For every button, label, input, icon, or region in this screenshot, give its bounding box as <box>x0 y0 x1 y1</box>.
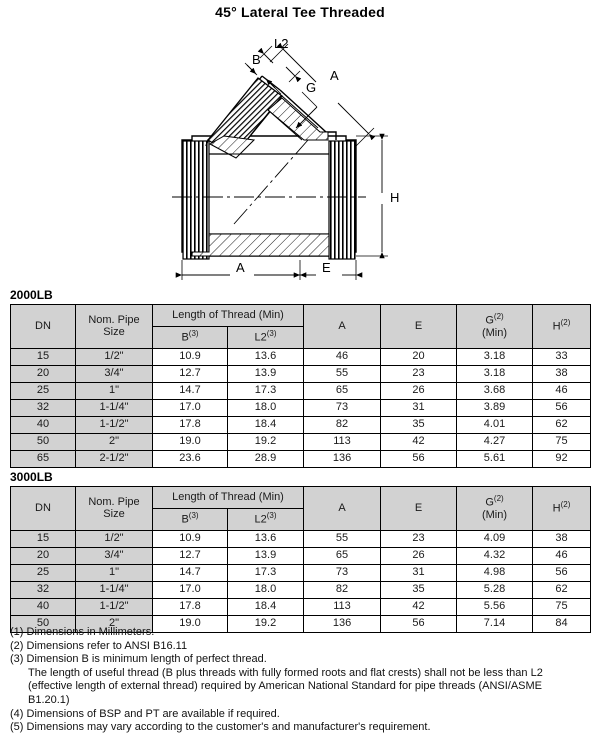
cell-e: 42 <box>381 434 457 451</box>
cell-size: 1-1/2" <box>76 599 153 616</box>
dim-label-e: E <box>322 260 331 275</box>
table-body-3000lb <box>11 531 591 633</box>
cell-e: 26 <box>381 383 457 400</box>
cell-a: 73 <box>304 565 381 582</box>
cell-dn: 25 <box>11 565 76 582</box>
cell-b: 23.6 <box>153 451 228 468</box>
cell-dn: 20 <box>11 366 76 383</box>
cell-h: 62 <box>533 417 591 434</box>
footnote-1: (1) Dimensions in Millimeters. <box>10 626 155 638</box>
cell-size: 3/4" <box>76 548 153 565</box>
footnote-4: (4) Dimensions of BSP and PT are available if required. <box>10 707 280 720</box>
footnote-3-cont-b: (effective length of external thread) required by American National Standard for pipe threads (ANSI/ASME <box>28 680 543 693</box>
cell-dn: 40 <box>11 417 76 434</box>
col-header-dn: DN <box>11 487 76 531</box>
cell-a: 65 <box>304 383 381 400</box>
table-row <box>11 349 591 366</box>
cell-l2: 19.2 <box>228 616 304 633</box>
cell-size: 1-1/4" <box>76 400 153 417</box>
col-header-l2 <box>228 327 304 349</box>
col-header-nom-pipe-size-line2: Size <box>103 507 125 520</box>
col-header-b-letter: B <box>181 513 189 526</box>
cell-l2: 13.9 <box>228 548 304 565</box>
cell-size: 1-1/4" <box>76 582 153 599</box>
col-header-nom-pipe-size-line1: Nom. Pipe <box>88 313 140 326</box>
cell-h: 75 <box>533 599 591 616</box>
col-header-length-of-thread: Length of Thread (Min) <box>153 487 304 509</box>
cell-size: 1/2" <box>76 349 153 366</box>
cell-b: 19.0 <box>153 616 228 633</box>
col-header-dn: DN <box>11 305 76 349</box>
cell-dn: 15 <box>11 531 76 548</box>
table-section-3000lb <box>0 470 600 633</box>
col-header-nom-pipe-size <box>76 487 153 531</box>
cell-l2: 28.9 <box>228 451 304 468</box>
cell-b: 10.9 <box>153 349 228 366</box>
table-header-row-top <box>11 305 591 327</box>
cell-g: 4.98 <box>457 565 533 582</box>
dim-label-g: G <box>306 80 317 95</box>
footnote-5: (5) Dimensions may vary according to the customer's and manufacturer's requirement. <box>10 721 431 734</box>
cell-dn: 40 <box>11 599 76 616</box>
cell-e: 31 <box>381 400 457 417</box>
table-label-2000lb: 2000LB <box>10 288 53 302</box>
footnote-3-cont-c: B1.20.1) <box>28 693 70 706</box>
dimensions-table-3000lb <box>10 486 591 633</box>
cell-a: 55 <box>304 531 381 548</box>
cell-size: 1/2" <box>76 531 153 548</box>
col-header-b <box>153 327 228 349</box>
col-header-h-letter: H <box>552 320 561 333</box>
cell-e: 31 <box>381 565 457 582</box>
cell-h: 38 <box>533 531 591 548</box>
table-section-2000lb <box>0 288 600 468</box>
table-header-row-top <box>11 487 591 509</box>
cell-l2: 19.2 <box>228 434 304 451</box>
cell-l2: 18.0 <box>228 400 304 417</box>
cell-e: 26 <box>381 548 457 565</box>
cell-a: 82 <box>304 417 381 434</box>
table-row <box>11 548 591 565</box>
cell-l2: 13.6 <box>228 349 304 366</box>
cell-e: 42 <box>381 599 457 616</box>
cell-b: 17.8 <box>153 417 228 434</box>
cell-a: 46 <box>304 349 381 366</box>
cell-h: 33 <box>533 349 591 366</box>
cell-dn: 20 <box>11 548 76 565</box>
cell-a: 136 <box>304 451 381 468</box>
cell-e: 56 <box>381 616 457 633</box>
cell-g: 4.27 <box>457 434 533 451</box>
footnote-2: (2) Dimensions refer to ANSI B16.11 <box>10 639 188 652</box>
cell-h: 46 <box>533 383 591 400</box>
cell-g: 4.32 <box>457 548 533 565</box>
cell-g: 5.61 <box>457 451 533 468</box>
cell-g: 3.68 <box>457 383 533 400</box>
cell-h: 62 <box>533 582 591 599</box>
col-header-b-superscript: (3) <box>188 511 199 521</box>
cell-a: 82 <box>304 582 381 599</box>
col-header-g-superscript: (2) <box>493 312 504 322</box>
cell-h: 84 <box>533 616 591 633</box>
cell-a: 65 <box>304 548 381 565</box>
col-header-b-letter: B <box>181 331 189 344</box>
col-header-l2-letter: L2 <box>254 331 267 344</box>
col-header-h-superscript: (2) <box>560 500 571 510</box>
col-header-h <box>533 305 591 349</box>
cell-b: 19.0 <box>153 434 228 451</box>
cell-h: 92 <box>533 451 591 468</box>
cell-dn: 32 <box>11 400 76 417</box>
cell-dn: 32 <box>11 582 76 599</box>
dimensions-table-2000lb <box>10 304 591 468</box>
cell-e: 35 <box>381 417 457 434</box>
col-header-g-superscript: (2) <box>493 494 504 504</box>
cell-size: 2" <box>76 434 153 451</box>
cell-h: 46 <box>533 548 591 565</box>
table-row <box>11 400 591 417</box>
table-row <box>11 417 591 434</box>
cell-h: 38 <box>533 366 591 383</box>
dim-label-a-branch: A <box>330 68 339 83</box>
col-header-l2-letter: L2 <box>254 513 267 526</box>
cell-h: 56 <box>533 565 591 582</box>
cell-b: 10.9 <box>153 531 228 548</box>
cell-b: 14.7 <box>153 565 228 582</box>
dim-label-h: H <box>390 190 400 205</box>
col-header-l2-superscript: (3) <box>266 329 277 339</box>
col-header-nom-pipe-size <box>76 305 153 349</box>
dim-label-b: B <box>252 52 261 67</box>
cell-l2: 18.4 <box>228 417 304 434</box>
cell-g: 5.28 <box>457 582 533 599</box>
dim-label-a-run: A <box>236 260 245 275</box>
cell-h: 75 <box>533 434 591 451</box>
cell-dn: 50 <box>11 434 76 451</box>
table-row <box>11 599 591 616</box>
col-header-g-letter: G <box>485 314 494 327</box>
col-header-length-of-thread: Length of Thread (Min) <box>153 305 304 327</box>
cell-a: 113 <box>304 434 381 451</box>
col-header-l2 <box>228 509 304 531</box>
cell-g: 3.18 <box>457 366 533 383</box>
cell-l2: 17.3 <box>228 383 304 400</box>
cell-l2: 18.0 <box>228 582 304 599</box>
cell-e: 35 <box>381 582 457 599</box>
col-header-e: E <box>381 487 457 531</box>
page-title: 45° Lateral Tee Threaded <box>215 4 385 20</box>
cell-e: 56 <box>381 451 457 468</box>
col-header-e: E <box>381 305 457 349</box>
cell-b: 17.0 <box>153 400 228 417</box>
cell-b: 17.0 <box>153 582 228 599</box>
col-header-g <box>457 305 533 349</box>
cell-a: 73 <box>304 400 381 417</box>
cell-h: 56 <box>533 400 591 417</box>
cell-size: 1" <box>76 565 153 582</box>
dim-label-l2: L2 <box>274 36 289 51</box>
cell-size: 1-1/2" <box>76 417 153 434</box>
cell-dn: 50 <box>11 616 76 633</box>
col-header-g-line2: (Min) <box>481 326 508 339</box>
cell-g: 4.01 <box>457 417 533 434</box>
col-header-nom-pipe-size-line2: Size <box>103 325 125 338</box>
cell-size: 1" <box>76 383 153 400</box>
cell-b: 12.7 <box>153 548 228 565</box>
table-row <box>11 451 591 468</box>
cell-e: 23 <box>381 531 457 548</box>
cell-e: 20 <box>381 349 457 366</box>
col-header-b-superscript: (3) <box>188 329 199 339</box>
cell-l2: 17.3 <box>228 565 304 582</box>
col-header-h-superscript: (2) <box>560 318 571 328</box>
cell-dn: 15 <box>11 349 76 366</box>
col-header-l2-superscript: (3) <box>266 511 277 521</box>
cell-b: 14.7 <box>153 383 228 400</box>
table-row <box>11 434 591 451</box>
cell-g: 3.18 <box>457 349 533 366</box>
col-header-a: A <box>304 487 381 531</box>
fitting-drawing <box>150 28 460 286</box>
col-header-g-line1 <box>457 495 532 510</box>
col-header-g-line2: (Min) <box>481 508 508 521</box>
col-header-h <box>533 487 591 531</box>
cell-l2: 13.9 <box>228 366 304 383</box>
col-header-g-line1 <box>457 313 532 328</box>
col-header-nom-pipe-size-line1: Nom. Pipe <box>88 495 140 508</box>
cell-size: 3/4" <box>76 366 153 383</box>
cell-l2: 18.4 <box>228 599 304 616</box>
cell-g: 5.56 <box>457 599 533 616</box>
table-row <box>11 383 591 400</box>
footnotes <box>10 626 596 735</box>
footnote-3: (3) Dimension B is minimum length of perfect thread. <box>10 653 267 666</box>
footnote-3-cont-a: The length of useful thread (B plus threads with fully formed roots and flat crests) shall not be less than L2 <box>28 666 543 679</box>
col-header-g <box>457 487 533 531</box>
table-row <box>11 531 591 548</box>
cell-b: 12.7 <box>153 366 228 383</box>
cell-l2: 13.6 <box>228 531 304 548</box>
cell-g: 7.14 <box>457 616 533 633</box>
table-row <box>11 582 591 599</box>
table-row <box>11 366 591 383</box>
col-header-g-letter: G <box>485 496 494 509</box>
cell-dn: 25 <box>11 383 76 400</box>
cell-size: 2" <box>76 616 153 633</box>
cell-a: 136 <box>304 616 381 633</box>
cell-a: 113 <box>304 599 381 616</box>
col-header-b <box>153 509 228 531</box>
cell-b: 17.8 <box>153 599 228 616</box>
cell-size: 2-1/2" <box>76 451 153 468</box>
col-header-a: A <box>304 305 381 349</box>
table-body-2000lb <box>11 349 591 468</box>
cell-e: 23 <box>381 366 457 383</box>
col-header-h-letter: H <box>552 502 561 515</box>
cell-dn: 65 <box>11 451 76 468</box>
cell-a: 55 <box>304 366 381 383</box>
table-row <box>11 565 591 582</box>
table-label-3000lb: 3000LB <box>10 470 53 484</box>
cell-g: 4.09 <box>457 531 533 548</box>
cell-g: 3.89 <box>457 400 533 417</box>
